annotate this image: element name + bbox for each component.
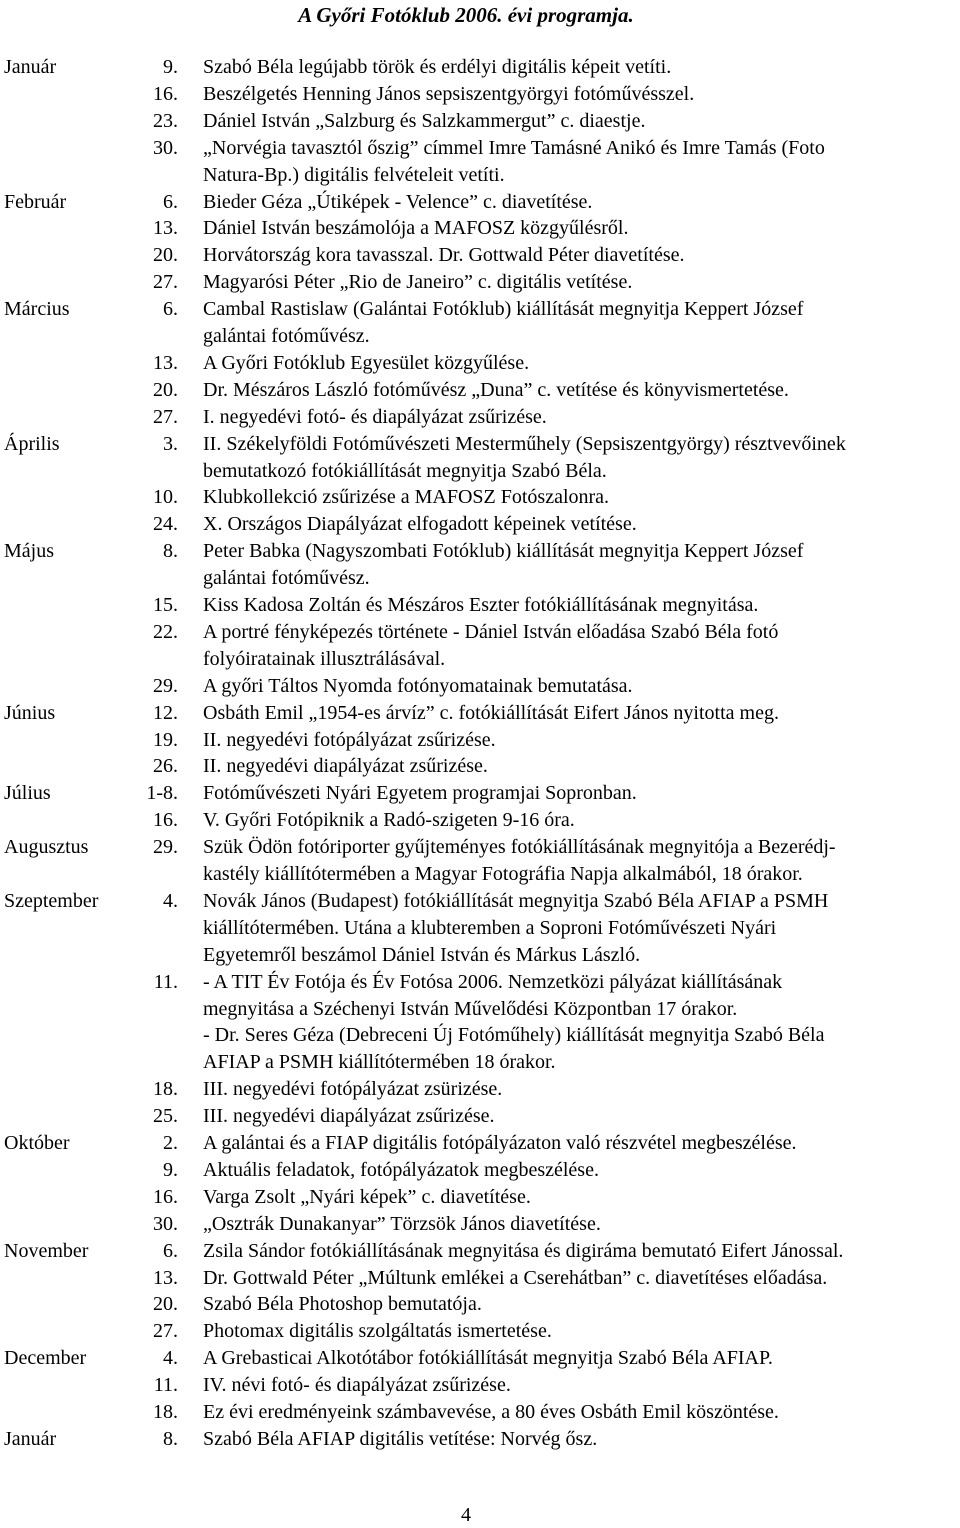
month-label: Május — [4, 540, 54, 563]
month-label: Június — [4, 701, 56, 724]
month-label: Január — [4, 56, 57, 78]
month-label: Október — [4, 1132, 70, 1154]
event-day: 20. — [153, 244, 178, 267]
event-day: 11. — [153, 1374, 178, 1397]
event-description: III. negyedévi fotópályázat zsürizése. — [203, 1078, 503, 1101]
event-day: 20. — [153, 1293, 178, 1316]
page-number: 4 — [461, 1504, 471, 1526]
event-day: 10. — [153, 486, 178, 509]
event-description: - A TIT Év Fotója és Év Fotósa 2006. Nemzetközi pályázat kiállításának — [203, 970, 783, 993]
event-description: Zsila Sándor fotókiállításának megnyitása és digiráma bemutató Eifert Jánossal. — [203, 1239, 844, 1262]
event-description: Magyarósi Péter „Rio de Janeiro” c. digitális vetítése. — [203, 271, 633, 294]
event-day: 6. — [163, 1239, 178, 1262]
month-label: Február — [4, 190, 67, 213]
event-day: 30. — [153, 136, 178, 159]
event-description: Bieder Géza „Útiképek - Velence” c. diavetítése. — [203, 190, 593, 213]
month-label: Április — [4, 432, 60, 455]
event-description: II. Székelyföldi Fotóművészeti Mesterműhely (Sepsiszentgyörgy) résztvevőinek — [203, 432, 846, 455]
event-day: 6. — [163, 298, 178, 321]
event-description: kiállítótermében. Utána a klubteremben a Soproni Fotóművészeti Nyári — [203, 916, 777, 939]
event-day: 13. — [153, 217, 178, 240]
event-description: bemutatkozó fotókiállítását megnyitja Szabó Béla. — [203, 459, 607, 482]
event-day: 23. — [153, 109, 178, 132]
document-title: A Győri Fotóklub 2006. évi programja. — [298, 3, 634, 27]
event-description: Szabó Béla legújabb török és erdélyi digitális képeit vetíti. — [203, 56, 672, 78]
event-day: 22. — [153, 620, 178, 643]
event-description: kastély kiállítótermében a Magyar Fotográfia Napja alkalmából, 18 órakor. — [203, 863, 803, 885]
event-description: Novák János (Budapest) fotókiállítását megnyitja Szabó Béla AFIAP a PSMH — [203, 889, 829, 912]
event-day: 2. — [163, 1132, 178, 1154]
event-day: 9. — [163, 1158, 178, 1181]
event-description: Photomax digitális szolgáltatás ismertetése. — [203, 1320, 552, 1343]
event-day: 27. — [153, 405, 178, 428]
event-description: Dr. Mészáros László fotóművész „Duna” c. vetítése és könyvismertetése. — [203, 378, 789, 401]
event-description: galántai fotóművész. — [203, 325, 370, 347]
event-description: Beszélgetés Henning János sepsiszentgyörgyi fotóművésszel. — [203, 82, 695, 105]
event-description: Szabó Béla AFIAP digitális vetítése: Norvég ősz. — [203, 1427, 598, 1450]
event-description: galántai fotóművész. — [203, 567, 370, 590]
event-description: Dániel István beszámolója a MAFOSZ közgyűlésről. — [203, 217, 629, 240]
event-day: 12. — [153, 701, 178, 724]
event-day: 26. — [153, 755, 178, 778]
event-description: A portré fényképezés története - Dániel István előadása Szabó Béla fotó — [203, 620, 779, 643]
event-day: 16. — [153, 809, 178, 832]
event-day: 4. — [163, 889, 178, 912]
event-description: Dániel István „Salzburg és Salzkammergut” c. diaestje. — [203, 109, 646, 132]
event-description: A Grebasticai Alkotótábor fotókiállítását megnyitja Szabó Béla AFIAP. — [203, 1347, 773, 1370]
event-description: Horvátország kora tavasszal. Dr. Gottwald Péter diavetítése. — [203, 244, 685, 267]
event-description: Kiss Kadosa Zoltán és Mészáros Eszter fotókiállításának megnyitása. — [203, 594, 759, 616]
event-day: 11. — [153, 970, 178, 993]
event-day: 8. — [163, 540, 178, 563]
event-description: I. negyedévi fotó- és diapályázat zsűrizése. — [203, 405, 547, 428]
event-day: 20. — [153, 378, 178, 401]
month-label: Szeptember — [4, 889, 99, 912]
month-label: Július — [4, 782, 51, 805]
event-day: 18. — [153, 1078, 178, 1101]
event-description: Szük Ödön fotóriporter gyűjteményes fotókiállításának megnyitója a Bezerédj- — [203, 836, 836, 859]
event-description: AFIAP a PSMH kiállítótermében 18 órakor. — [203, 1051, 556, 1074]
event-day: 9. — [163, 56, 178, 78]
event-description: Osbáth Emil „1954-es árvíz” c. fotókiállítását Eifert János nyitotta meg. — [203, 701, 779, 724]
event-description: folyóiratainak illusztrálásával. — [203, 647, 446, 670]
event-day: 24. — [153, 513, 178, 536]
event-description: Szabó Béla Photoshop bemutatója. — [203, 1293, 482, 1316]
event-day: 1-8. — [146, 782, 178, 805]
event-description: Peter Babka (Nagyszombati Fotóklub) kiállítását megnyitja Keppert József — [203, 540, 804, 563]
event-description: Cambal Rastislaw (Galántai Fotóklub) kiállítását megnyitja Keppert József — [203, 298, 804, 321]
month-label: Augusztus — [4, 836, 89, 859]
event-day: 16. — [153, 82, 178, 105]
month-label: November — [4, 1239, 89, 1262]
event-day: 16. — [153, 1185, 178, 1208]
event-description: „Norvégia tavasztól őszig” címmel Imre Tamásné Anikó és Imre Tamás (Foto — [203, 136, 825, 159]
event-day: 30. — [153, 1212, 178, 1235]
event-description: - Dr. Seres Géza (Debreceni Új Fotóműhely) kiállítását megnyitja Szabó Béla — [203, 1024, 825, 1047]
month-label: Március — [4, 298, 70, 321]
event-description: Varga Zsolt „Nyári képek” c. diavetítése. — [203, 1185, 531, 1208]
event-description: megnyitása a Széchenyi István Művelődési Központban 17 órakor. — [203, 997, 738, 1020]
month-label: Január — [4, 1427, 57, 1450]
event-description: V. Győri Fotópiknik a Radó-szigeten 9-16 óra. — [203, 809, 575, 832]
event-description: X. Országos Diapályázat elfogadott képeinek vetítése. — [203, 513, 637, 536]
event-day: 27. — [153, 1320, 178, 1343]
event-day: 13. — [153, 351, 178, 374]
event-description: Ez évi eredményeink számbavevése, a 80 éves Osbáth Emil köszöntése. — [203, 1401, 779, 1423]
event-day: 19. — [153, 728, 178, 751]
event-description: A Győri Fotóklub Egyesület közgyűlése. — [203, 351, 530, 374]
event-description: III. negyedévi diapályázat zsűrizése. — [203, 1105, 495, 1128]
event-description: A galántai és a FIAP digitális fotópályázaton való részvétel megbeszélése. — [203, 1132, 797, 1154]
event-description: IV. névi fotó- és diapályázat zsűrizése. — [203, 1374, 511, 1397]
event-description: Dr. Gottwald Péter „Múltunk emlékei a Cserehátban” c. diavetítéses előadása. — [203, 1266, 828, 1289]
event-day: 3. — [163, 432, 178, 455]
event-day: 15. — [153, 594, 178, 616]
event-day: 8. — [163, 1427, 178, 1450]
event-description: „Osztrák Dunakanyar” Törzsök János diavetítése. — [203, 1212, 601, 1235]
event-day: 4. — [163, 1347, 178, 1370]
event-day: 6. — [163, 190, 178, 213]
event-description: Natura-Bp.) digitális felvételeit vetíti. — [203, 163, 505, 186]
event-day: 18. — [153, 1401, 178, 1423]
event-description: Aktuális feladatok, fotópályázatok megbeszélése. — [203, 1158, 599, 1181]
event-day: 25. — [153, 1105, 178, 1128]
event-description: A győri Táltos Nyomda fotónyomatainak bemutatása. — [203, 674, 633, 697]
event-day: 29. — [153, 836, 178, 859]
event-description: II. negyedévi diapályázat zsűrizése. — [203, 755, 488, 778]
month-label: December — [4, 1347, 87, 1370]
event-day: 13. — [153, 1266, 178, 1289]
event-description: Egyetemről beszámol Dániel István és Márkus László. — [203, 943, 641, 966]
event-description: Fotóművészeti Nyári Egyetem programjai Sopronban. — [203, 782, 637, 805]
event-day: 29. — [153, 674, 178, 697]
event-description: II. negyedévi fotópályázat zsűrizése. — [203, 728, 496, 751]
event-description: Klubkollekció zsűrizése a MAFOSZ Fotószalonra. — [203, 486, 610, 509]
event-day: 27. — [153, 271, 178, 294]
